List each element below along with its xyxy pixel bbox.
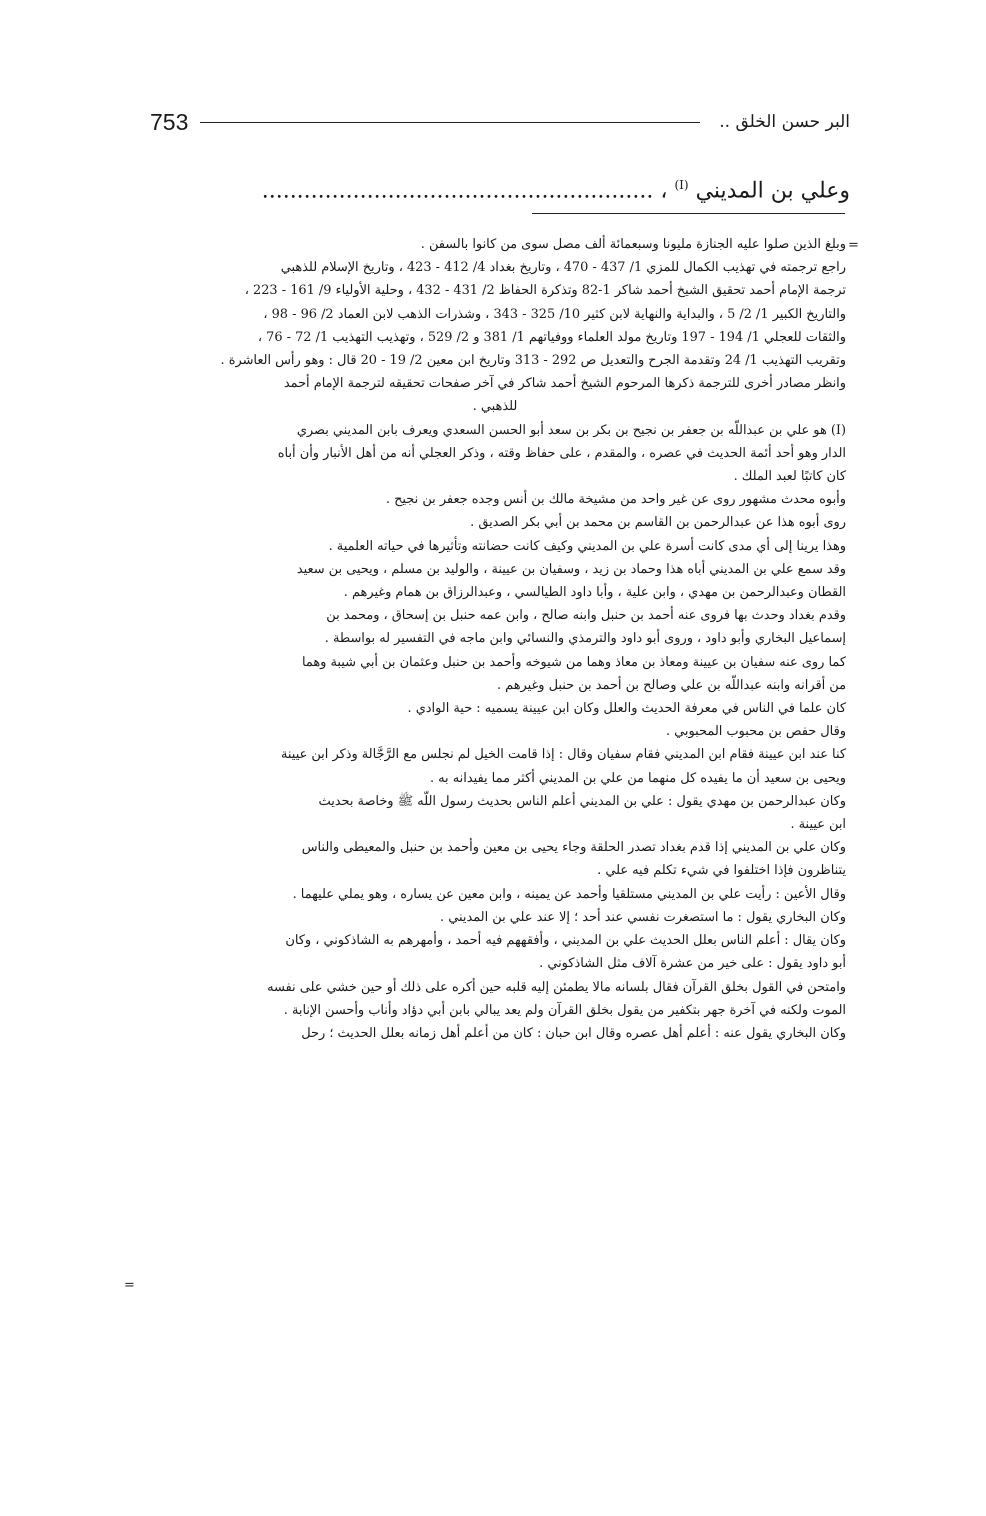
footnote-line: الدار وهو أحد أئمة الحديث في عصره ، والمقدم ، على حفاظ وقته ، وذكر العجلي أنه من أهل الأنبار وأن أباه bbox=[277, 445, 846, 461]
running-title: البر حسن الخلق .. bbox=[719, 112, 850, 132]
footnotes bbox=[144, 233, 846, 1045]
footnote-line: راجع ترجمته في تهذيب الكمال للمزي 1/ 437 - 470 ، وتاريخ بغداد 4/ 412 - 423 ، وتاريخ الإسلام للذهبي bbox=[280, 260, 846, 276]
main-text-comma: ، bbox=[660, 178, 668, 204]
footnote-line: كما روى عنه سفيان بن عيينة ومعاذ بن معاذ وهما من شيوخه وأحمد بن حنبل وعثمان بن أبي شيبة وهما bbox=[301, 654, 846, 670]
footnote-line: كان كاتبًا لعبد الملك . bbox=[733, 469, 846, 485]
footnote-line: وانظر مصادر أخرى للترجمة ذكرها المرحوم الشيخ أحمد شاكر في آخر صفحات تحقيقه لترجمة الإمام أحمد bbox=[283, 376, 846, 392]
footnote-line: روى أبوه هذا عن عبدالرحمن بن القاسم بن محمد بن أبي بكر الصديق . bbox=[470, 515, 846, 531]
footnote-line: وقدم بغداد وحدث بها فروى عنه أحمد بن حنبل وابنه صالح ، وابن عمه حنبل بن إسحاق ، ومحمد بن bbox=[326, 608, 846, 624]
footnote-line: يتناظرون فإذا اختلفوا في شيء تكلم فيه علي . bbox=[597, 863, 846, 879]
footnote-line: وهذا يرينا إلى أي مدى كانت أسرة علي بن المديني وكيف كانت حضانته وتأثيرها في حياته العلمية . bbox=[328, 538, 846, 554]
footnote-line: ترجمة الإمام أحمد تحقيق الشيخ أحمد شاكر 1-82 وتذكرة الحفاظ 2/ 431 - 432 ، وحلية الأولياء 9/ 161 - 223 ، bbox=[244, 283, 846, 299]
footnote-line: الموت ولكنه في آخرة جهر بتكفير من يقول بخلق القرآن ولم يعد يبالي بابن أبي دؤاد وأناب وأحسن الإنابة . bbox=[283, 1002, 846, 1018]
footnote-line: كان علما في الناس في معرفة الحديث والعلل وكان ابن عيينة يسميه : حية الوادي . bbox=[407, 701, 846, 717]
footnote-line: والثقات للعجلي 1/ 194 - 197 وتاريخ مولد العلماء ووفياتهم 1/ 381 و 2/ 529 ، وتهذيب التهذيب 1/ 72 - 76 ، bbox=[257, 329, 846, 345]
continuation-mark-top: = bbox=[848, 238, 859, 253]
running-head bbox=[150, 108, 850, 138]
footnote-line: أبو داود يقول : على خير من عشرة آلاف مثل الشاذكوني . bbox=[539, 956, 846, 972]
footnote-line: القطان وعبدالرحمن بن مهدي ، وابن علية ، وأبا داود الطيالسي ، وعبدالرزاق بن همام وغيرهم . bbox=[343, 585, 846, 601]
footnote-line: (I) هو علي بن عبداللّه بن جعفر بن نجيح بن بكر بن سعد أبو الحسن السعدي ويعرف بابن المديني بصري bbox=[296, 422, 846, 438]
footnote-line: وكان يقال : أعلم الناس بعلل الحديث علي بن المديني ، وأفقههم فيه أحمد ، وأمهرهم به الشاذكوني ، وكان bbox=[285, 933, 846, 949]
footnote-line: إسماعيل البخاري وأبو داود ، وروى أبو داود والترمذي والنسائي وابن ماجه في التفسير له بواسطة . bbox=[324, 631, 846, 647]
ellipsis-dots: ........................................................ bbox=[261, 178, 654, 204]
footnote-line: كنا عند ابن عيينة فقام ابن المديني فقام سفيان وقال : إذا قامت الخيل لم نجلس مع الرَّجَّالة وذكر ابن عيينة bbox=[281, 747, 846, 763]
continuation-mark-bottom: = bbox=[124, 1278, 135, 1293]
footnote-line: وبلغ الذين صلوا عليه الجنازة مليونا وسبعمائة ألف مصل سوى من كانوا بالسفن . bbox=[420, 237, 846, 252]
footnote-line: وكان علي بن المديني إذا قدم بغداد تصدر الحلقة وجاء يحيى بن معين وأحمد بن حنبل والمعيطى والناس bbox=[301, 840, 846, 856]
footnote-line: وقد سمع علي بن المديني أباه هذا وحماد بن زيد ، وسفيان بن عيينة ، والوليد بن مسلم ، ويحيى بن سعيد bbox=[296, 561, 846, 577]
footnote-line: للذهبي . bbox=[472, 399, 518, 415]
footnote-line: وامتحن في القول بخلق القرآن فقال بلسانه مالا يطمئن إليه قلبه حين أكره على ذلك أو حين خشي على نفسه bbox=[267, 979, 846, 995]
main-text-line bbox=[145, 168, 850, 204]
footnote-line: والتاريخ الكبير 1/ 2/ 5 ، والبداية والنهاية لابن كثير 10/ 325 - 343 ، وشذرات الذهب لابن العماد 2/ 96 - 98 ، bbox=[263, 306, 846, 322]
footnote-line: وكان عبدالرحمن بن مهدي يقول : علي بن المديني أعلم الناس بحديث رسول اللّه ﷺ وخاصة بحديث bbox=[318, 793, 846, 809]
footnote-line: وتقريب التهذيب 1/ 24 وتقدمة الجرح والتعديل ص 292 - 313 وتاريخ ابن معين 2/ 19 - 20 قال : وهو رأس العاشرة . bbox=[220, 353, 846, 369]
footnote-line: وأبوه محدث مشهور روى عن غير واحد من مشيخة مالك بن أنس وجده جعفر بن نجيح . bbox=[385, 492, 846, 508]
footnote-line: وقال حفص بن محبوب المحبوبي . bbox=[665, 724, 846, 740]
footnote-line: ويحيى بن سعيد أن ما يفيده كل منهما من علي بن المديني أكثر مما يفيدانه به . bbox=[429, 770, 846, 786]
footnote-separator bbox=[532, 213, 845, 214]
footnote-line: ابن عيينة . bbox=[790, 817, 846, 833]
footnote-line: وقال الأعين : رأيت علي بن المديني مستلقيا وأحمد عن يمينه ، وابن معين عن يساره ، وهو يملي عليهما . bbox=[292, 886, 846, 902]
page-number: 753 bbox=[150, 109, 189, 135]
footnote-ref: (I) bbox=[674, 178, 689, 192]
footnote-line: من أقرانه وابنه عبداللّه بن علي وصالح بن أحمد بن حنبل وغيرهم . bbox=[496, 677, 846, 693]
running-head-rule bbox=[200, 122, 700, 123]
footnote-line: وكان البخاري يقول : ما استصغرت نفسي عند أحد ؛ إلا عند علي بن المديني . bbox=[440, 909, 846, 925]
main-text: وعلي بن المديني bbox=[695, 178, 850, 204]
footnote-line: وكان البخاري يقول عنه : أعلم أهل عصره وقال ابن حبان : كان من أعلم أهل زمانه بعلل الحديث ؛ رحل bbox=[301, 1025, 846, 1041]
